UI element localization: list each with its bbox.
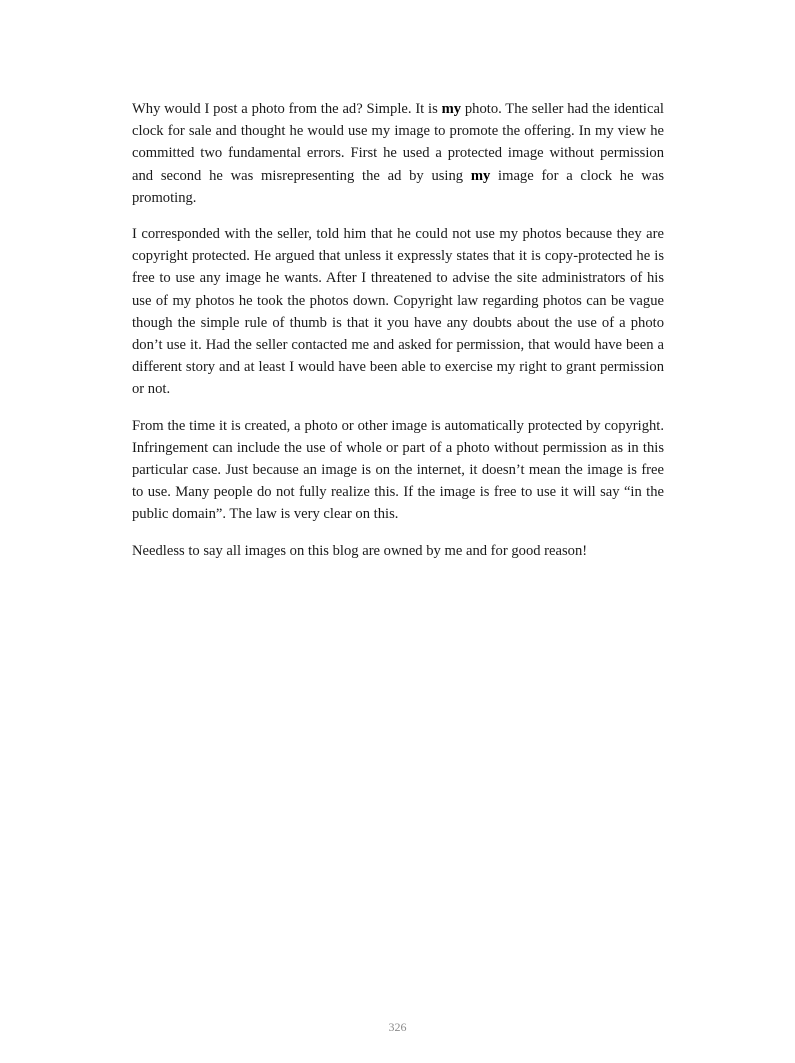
- paragraph-1-text-b: photo. The seller had the identical clock for sale and thought he would use my image to promote the offering. In my view he committed two fundamental errors. First he used a protected image without permission and second he was misrepresenting the ad by using: [132, 101, 664, 184]
- paragraph-2: I corresponded with the seller, told him that he could not use my photos because they are copyright protected. He argued that unless it expressly states that it is copy-protected he is free to use any image he wants. After I threatened to advise the site administrators of his use of my photos he took the photos down. Copyright law regarding photos can be vague though the simple rule of thumb is that it you have any doubts about the use of a photo don’t use it. Had the seller contacted me and asked for permission, that would have been a different story and at least I would have been able to exercise my right to grant permission or not.: [132, 226, 664, 398]
- paragraph-1-text-a: Why would I post a photo from the ad? Simple. It is: [132, 101, 442, 117]
- paragraph-3: From the time it is created, a photo or other image is automatically protected by copyright. Infringement can include the use of whole or part of a photo without permission as in this particular case. Just because an image is on the internet, it doesn’t mean the image is free to use. Many people do not fully realize this. If the image is free to use it will say “in the public domain”. The law is very clear on this.: [132, 417, 664, 523]
- paragraph-1: [132, 98, 664, 209]
- paragraph-4: Needless to say all images on this blog are owned by me and for good reason!: [132, 542, 588, 559]
- emphasis-my-1: my: [441, 101, 462, 117]
- page-number: 326: [388, 1020, 407, 1034]
- body-text: [132, 98, 664, 562]
- emphasis-my-2: my: [470, 167, 491, 184]
- paragraph-1-text-c: image for a clock he was promoting.: [132, 167, 665, 206]
